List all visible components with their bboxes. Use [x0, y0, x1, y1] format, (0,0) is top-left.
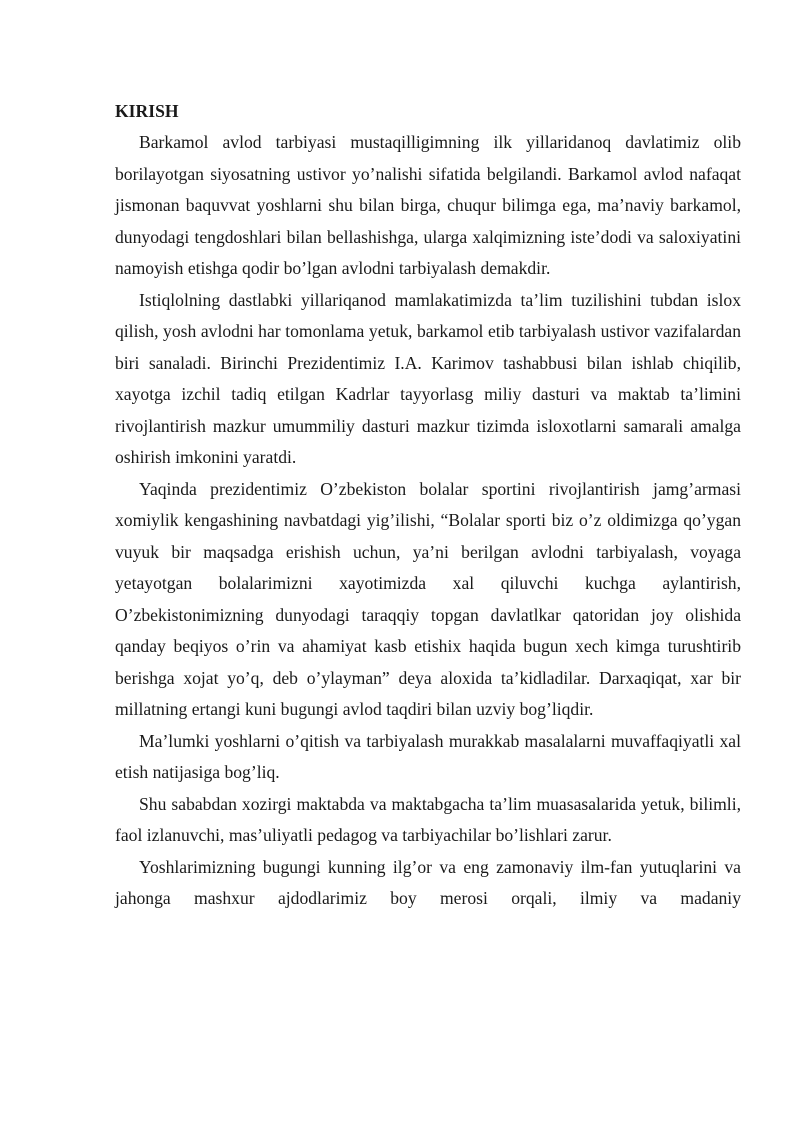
document-body: [115, 96, 741, 915]
paragraph-4: Ma’lumki yoshlarni o’qitish va tarbiyalash murakkab masalalarni muvaffaqiyatli xal etish natijasiga bog’liq.: [115, 730, 741, 782]
section-heading: KIRISH: [115, 101, 179, 121]
paragraph-6: Yoshlarimizning bugungi kunning ilg’or va eng zamonaviy ilm-fan yutuqlarini va jahonga mashxur ajdodlarimiz boy merosi orqali, ilmiy va madaniy: [115, 856, 741, 908]
paragraph-1: Barkamol avlod tarbiyasi mustaqilligimning ilk yillaridanoq davlatimiz olib borilayotgan siyosatning ustivor yo’nalishi sifatida belgilandi. Barkamol avlod nafaqat jismonan baquvvat yoshlarni shu bilan birga, chuqur bilimga ega, ma’naviy barkamol, dunyodagi tengdoshlari bilan bellashishga, ularga xalqimizning iste’dodi va saloxiyatini namoyish etishga qodir bo’lgan avlodni tarbiyalash demakdir.: [115, 132, 741, 278]
paragraph-5: Shu sababdan xozirgi maktabda va maktabgacha ta’lim muasasalarida yetuk, bilimli, faol izlanuvchi, mas’uliyatli pedagog va tarbiyachilar bo’lishlari zarur.: [115, 793, 741, 845]
paragraph-2: Istiqlolning dastlabki yillariqanod mamlakatimizda ta’lim tuzilishini tubdan islox qilish, yosh avlodni har tomonlama yetuk, barkamol etib tarbiyalash ustivor vazifalardan biri sanaladi. Birinchi Prezidentimiz I.A. Karimov tashabbusi bilan ishlab chiqilib, xayotga izchil tadiq etilgan Kadrlar tayyorlasg miliy dasturi va maktab ta’limini rivojlantirish mazkur umummiliy dasturi mazkur tizimda isloxotlarni samarali amalga oshirish imkonini yaratdi.: [115, 289, 741, 467]
paragraph-3: Yaqinda prezidentimiz O’zbekiston bolalar sportini rivojlantirish jamg’armasi xomiylik kengashining navbatdagi yig’ilishi, “Bolalar sporti biz o’z oldimizga qo’ygan vuyuk bir maqsadga erishish uchun, ya’ni berilgan avlodni tarbiyalash, voyaga yetayotgan bolalarimizni xayotimizda xal qiluvchi kuchga aylantirish, O’zbekistonimizning dunyodagi taraqqiy topgan davlatlkar qatoridan joy olishida qanday beqiyos o’rin va ahamiyat kasb etishix haqida bugun xech kimga turushtirib berishga xojat yo’q, deb o’ylayman” deya aloxida ta’kidladilar. Darxaqiqat, xar bir millatning ertangi kuni bugungi avlod taqdiri bilan uzviy bog’liqdir.: [115, 478, 741, 719]
